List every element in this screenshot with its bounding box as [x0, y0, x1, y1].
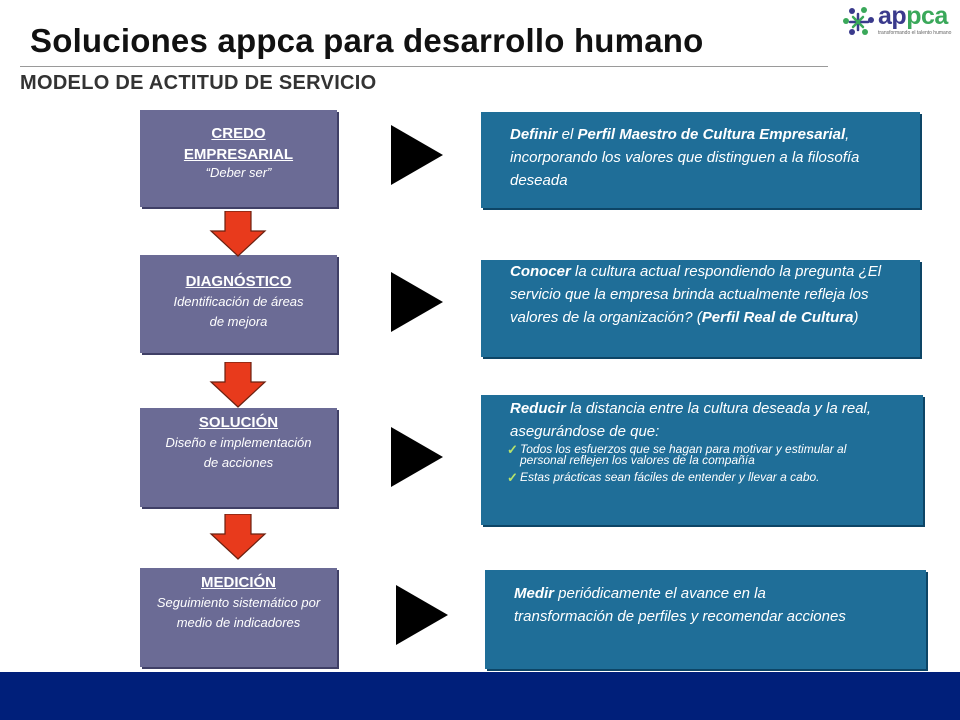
stage-title: DIAGNÓSTICO — [185, 273, 292, 290]
checklist-item: ✓ Estas prácticas sean fáciles de entender y llevar a cabo. — [507, 470, 820, 485]
logo-tagline: transformando el talento humano — [878, 30, 952, 36]
down-arrow-icon — [209, 514, 267, 560]
right-arrow-icon — [389, 125, 445, 185]
slide-subtitle: MODELO DE ACTITUD DE SERVICIO — [20, 72, 377, 94]
stage-title: CREDO EMPRESARIAL — [183, 125, 294, 163]
stage-title: SOLUCIÓN — [198, 414, 279, 431]
stage-medicion — [140, 568, 337, 667]
description-verb: Reducir — [510, 400, 566, 417]
appca-logo — [842, 4, 954, 40]
checkmark-icon: ✓ — [507, 442, 518, 457]
stage-diagnostico — [140, 255, 337, 353]
description-verb: Definir — [510, 126, 558, 143]
stage-credo-empresarial — [140, 110, 337, 207]
down-arrow-icon — [209, 362, 267, 408]
description-conocer — [481, 260, 920, 357]
stage-title: MEDICIÓN — [201, 574, 276, 591]
stage-subtitle: Diseño e implementación de acciones — [165, 435, 312, 470]
description-text: ) — [853, 309, 859, 326]
description-text: el — [557, 126, 578, 143]
down-arrow-icon — [209, 211, 267, 257]
title-divider — [20, 66, 828, 67]
description-reducir — [481, 395, 923, 525]
description-highlight: Perfil Real de Cultura — [701, 309, 854, 326]
description-definir — [481, 112, 920, 208]
description-text: , incorporando los valores que distinguen a la filosofía deseada — [510, 126, 860, 189]
description-medir — [485, 570, 926, 669]
description-verb: Conocer — [510, 263, 571, 280]
stage-subtitle: Seguimiento sistemático por medio de indicadores — [156, 595, 321, 630]
description-verb: Medir — [514, 585, 555, 602]
people-cluster-icon — [842, 6, 876, 38]
checklist-item: ✓ Todos los esfuerzos que se hagan para motivar y estimular al personal reflejen los valores de la compañía — [507, 442, 847, 467]
description-highlight: Perfil Maestro de Cultura Empresarial — [577, 126, 846, 143]
description-text: la distancia entre la cultura deseada y la real, asegurándose de que: — [510, 400, 872, 440]
checkmark-icon: ✓ — [507, 470, 518, 485]
description-text: la cultura actual respondiendo la pregunta ¿El servicio que la empresa brinda actualmente refleja los valores de la organización? ( — [510, 263, 882, 326]
right-arrow-icon — [389, 272, 445, 332]
right-arrow-icon — [394, 585, 450, 645]
stage-subtitle: Identificación de áreas de mejora — [173, 294, 304, 329]
right-arrow-icon — [389, 427, 445, 487]
slide-title: Soluciones appca para desarrollo humano — [30, 22, 704, 59]
logo-wordmark: appca — [878, 2, 948, 30]
stage-solucion — [140, 408, 337, 507]
footer-bar — [0, 672, 960, 720]
stage-subtitle: “Deber ser” — [205, 165, 272, 180]
description-text: periódicamente el avance en la transformación de perfiles y recomendar acciones — [514, 585, 846, 625]
